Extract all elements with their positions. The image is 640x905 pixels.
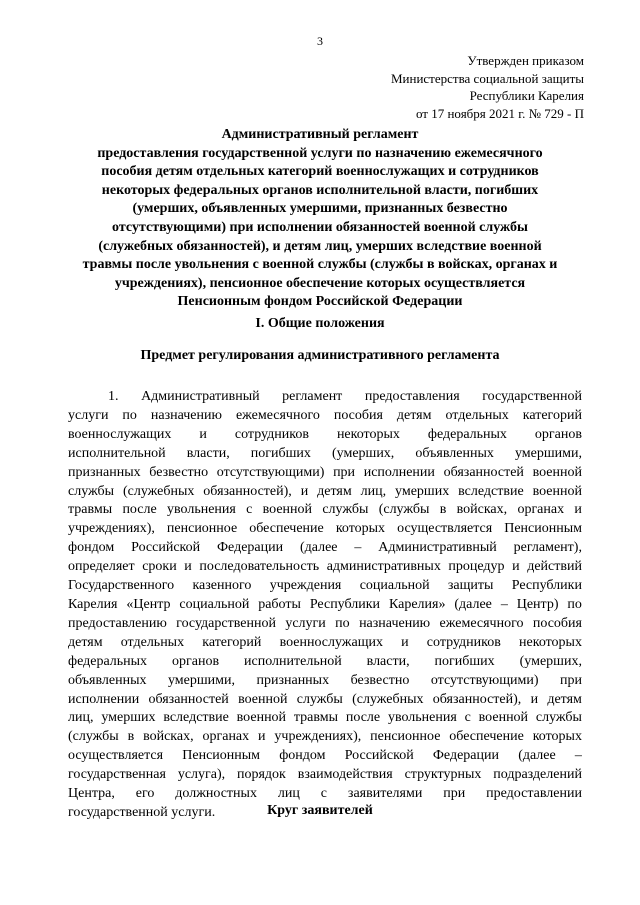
word: детям: [317, 483, 352, 499]
word: погибших: [434, 653, 495, 669]
word: государственной: [482, 389, 582, 404]
paragraph-line: [68, 520, 582, 539]
title-line: Административный регламент: [221, 127, 419, 142]
word: в: [127, 729, 135, 745]
word: Карелия: [68, 596, 118, 612]
page-number: 3: [317, 34, 323, 48]
word: службы: [296, 691, 343, 707]
word: предоставления: [364, 389, 460, 404]
word: определяет: [68, 559, 135, 575]
word: войсках,: [456, 502, 508, 518]
word: умерших: [101, 710, 156, 726]
word: после: [122, 502, 157, 518]
word: исполнительной: [244, 653, 342, 669]
word: (далее: [454, 596, 492, 612]
word: военнослужащих: [279, 634, 383, 650]
word: детям: [547, 691, 582, 707]
word: категорий: [202, 634, 262, 650]
word: детям: [396, 407, 432, 423]
word: объявленных: [68, 672, 147, 688]
word: заявителями: [347, 786, 423, 802]
paragraph-line: [68, 407, 582, 426]
word: лиц: [277, 786, 300, 802]
word: органов: [172, 653, 220, 669]
word: Государственного: [68, 578, 175, 594]
word: и: [300, 483, 309, 499]
word: которых: [532, 729, 582, 745]
word: отдельных: [120, 634, 185, 650]
word: отсутствующими): [430, 672, 539, 688]
word: сроки: [142, 559, 177, 575]
word: войсках,: [143, 729, 194, 745]
word: Федерации: [217, 540, 284, 556]
title-line: (умерших, объявленных умершими, признанных безвестно: [132, 201, 508, 217]
paragraph-line: [68, 539, 582, 558]
word: лиц,: [68, 710, 94, 726]
word: признанных: [68, 464, 141, 480]
word: Российской: [131, 540, 201, 556]
word: и: [574, 502, 582, 518]
word: органов: [534, 426, 582, 442]
word: подразделений: [493, 767, 582, 783]
word: по: [122, 407, 137, 423]
paragraph-line: [68, 445, 582, 464]
word: военной: [238, 691, 288, 707]
word: регламент: [282, 389, 343, 404]
word: Пенсионным: [182, 748, 261, 764]
word: предоставлении: [486, 786, 582, 802]
word: (далее: [299, 540, 338, 556]
word: травмы: [68, 502, 113, 518]
paragraph-line: [68, 766, 582, 785]
word: военнослужащих: [68, 426, 172, 442]
paragraph-line: [68, 577, 582, 596]
word: военной: [532, 483, 582, 499]
word: исполнении: [68, 691, 140, 707]
title-line: предоставления государственной услуги по назначению ежемесячного: [97, 145, 543, 161]
word: структурных: [404, 767, 482, 783]
word: умершими,: [514, 445, 582, 461]
approval-stamp: [354, 52, 584, 122]
word: Пенсионным: [504, 521, 582, 537]
word: защиты: [447, 578, 494, 594]
paragraph-line: [68, 691, 582, 710]
title-line: Пенсионным фондом Российской Федерации: [177, 294, 463, 310]
paragraph-line: [68, 501, 582, 520]
word: категорий: [522, 407, 582, 423]
word: обязанностей: [443, 464, 524, 480]
word: умершими,: [167, 672, 235, 688]
word: осуществляется: [68, 748, 164, 764]
paragraph-1: [68, 388, 582, 823]
word: военной: [236, 710, 287, 726]
word: детям: [68, 634, 103, 650]
word: исполнительной: [68, 445, 166, 461]
word: пенсионное: [166, 521, 238, 537]
word: с: [464, 710, 471, 726]
paragraph-line: [68, 596, 582, 615]
approval-line: Утвержден приказом: [467, 53, 584, 68]
word: порядок: [237, 767, 286, 783]
word: некоторых: [336, 426, 400, 442]
word: услуги: [285, 615, 326, 631]
word: назначению: [150, 407, 222, 423]
word: по: [335, 615, 350, 631]
word: при: [443, 786, 466, 802]
word: Административный: [141, 389, 260, 404]
word: вследствие: [458, 483, 524, 499]
paragraph-line: [68, 747, 582, 766]
word: власти,: [366, 653, 410, 669]
word: и: [401, 634, 409, 650]
word: (службы: [68, 729, 119, 745]
word: (далее: [518, 748, 556, 764]
word: военной: [262, 502, 313, 518]
word: исполнении: [363, 464, 435, 480]
word: которых: [335, 521, 386, 537]
word: после: [345, 710, 381, 726]
paragraph-line: [68, 615, 582, 634]
word: обеспечение: [449, 729, 524, 745]
word: (службы: [378, 502, 430, 518]
word: работы: [258, 596, 301, 612]
word: отсутствующими): [216, 464, 325, 480]
word: службы: [322, 502, 369, 518]
word: социальной: [179, 596, 250, 612]
word: (служебных: [352, 691, 424, 707]
word: с: [246, 502, 253, 518]
word: обязанностей),: [203, 483, 292, 499]
word: должностных: [175, 786, 257, 802]
word: с: [320, 786, 327, 802]
word: –: [354, 540, 362, 556]
word: пособия: [333, 407, 383, 423]
word: ежемесячного: [439, 615, 524, 631]
word: осуществляется: [397, 521, 493, 537]
word: увольнения: [387, 710, 457, 726]
word: сотрудников: [426, 634, 501, 650]
word: Центра,: [68, 786, 115, 802]
word: федеральных: [68, 653, 148, 669]
paragraph-line: [68, 709, 582, 728]
word: услуги: [68, 407, 109, 423]
document-title: [60, 126, 580, 312]
word: обязанностей),: [432, 691, 522, 707]
applicants-heading: Круг заявителей: [267, 803, 373, 818]
word: учреждения: [269, 578, 342, 594]
title-line: учреждениях), пенсионное обеспечение которых осуществляется: [114, 275, 526, 291]
word: Российской: [344, 748, 414, 764]
word: обязанностей: [148, 691, 229, 707]
paragraph-line: [68, 464, 582, 483]
title-line: некоторых федеральных органов исполнительной власти, погибших: [101, 182, 539, 198]
word: (служебных: [122, 483, 195, 499]
approval-line: от 17 ноября 2021 г. № 729 - П: [415, 105, 584, 121]
word: и: [512, 559, 520, 575]
word: отдельных: [445, 407, 509, 423]
word: безвестно: [350, 672, 410, 688]
title-line: отсутствующими) при исполнении обязанностей военной службы: [112, 219, 528, 235]
word: и: [184, 559, 192, 575]
word: регламент),: [513, 540, 582, 556]
paragraph-line: [68, 728, 582, 747]
word: казенного: [192, 578, 252, 594]
word: обеспечение: [249, 521, 324, 537]
word: безвестно: [149, 464, 209, 480]
word: назначению: [359, 615, 431, 631]
word: фондом: [68, 540, 115, 556]
word: объявленных: [415, 445, 494, 461]
paragraph-line: [68, 653, 582, 672]
title-line: пособия детям отдельных категорий военнослужащих и сотрудников: [101, 164, 539, 180]
word: учреждениях),: [68, 521, 155, 537]
word: военной: [532, 464, 582, 480]
subsection-title: Предмет регулирования административного регламента: [140, 348, 500, 363]
word: «Центр: [126, 596, 171, 612]
paragraph-line: [68, 426, 582, 445]
word: и: [258, 729, 266, 745]
word: 1.: [108, 389, 119, 404]
section-title: I. Общие положения: [255, 316, 385, 331]
word: органах: [517, 502, 565, 518]
word: последовательность: [199, 559, 320, 575]
paragraph-line: [68, 634, 582, 653]
word: службы: [535, 710, 582, 726]
word: признанных: [256, 672, 330, 688]
word: действий: [527, 559, 582, 575]
word: Карелия»: [388, 596, 446, 612]
title-line: травмы после увольнения с военной службы (службы в войсках, органах и: [82, 257, 558, 273]
word: власти,: [186, 445, 230, 461]
word: при: [333, 464, 356, 480]
word: сотрудников: [234, 426, 309, 442]
word: и: [530, 691, 539, 707]
word: увольнения: [167, 502, 236, 518]
paragraph-line: [68, 558, 582, 577]
paragraph-line: [68, 388, 582, 407]
word: фондом: [279, 748, 326, 764]
word: Центр): [516, 596, 559, 612]
word: (умерших,: [519, 653, 582, 669]
word: федеральных: [427, 426, 507, 442]
approval-line: Министерства социальной защиты: [390, 70, 584, 86]
word: государственная: [68, 767, 166, 783]
title-line: (служебных обязанностей), и детям лиц, умерших вследствие военной: [98, 238, 542, 254]
word: –: [574, 748, 582, 764]
word: процедур: [448, 559, 505, 575]
word: лиц,: [360, 483, 387, 499]
word: взаимодействия: [297, 767, 393, 783]
word: органах: [202, 729, 250, 745]
word: некоторых: [519, 634, 582, 650]
paragraph-line: [68, 672, 582, 691]
word: погибших: [250, 445, 311, 461]
word: Республики: [511, 578, 582, 594]
word: –: [500, 596, 508, 612]
word: пенсионное: [370, 729, 441, 745]
word: учреждениях),: [274, 729, 362, 745]
word: государственной услуги.: [68, 804, 216, 820]
word: предоставлению: [68, 615, 167, 631]
paragraph-line: [68, 483, 582, 502]
word: и: [199, 426, 207, 442]
word: услуга),: [177, 767, 226, 783]
word: социальной: [359, 578, 430, 594]
word: по: [567, 596, 582, 612]
word: военной: [478, 710, 529, 726]
word: Федерации: [432, 748, 499, 764]
word: при: [559, 672, 582, 688]
word: травмы: [293, 710, 339, 726]
approval-line: Республики Карелия: [469, 88, 584, 103]
word: службы: [68, 483, 115, 499]
word: вследствие: [163, 710, 229, 726]
word: умерших: [395, 483, 450, 499]
word: административных: [326, 559, 441, 575]
word: ежемесячного: [235, 407, 320, 423]
word: (умерших,: [331, 445, 395, 461]
word: пособия: [532, 615, 582, 631]
word: его: [135, 786, 155, 802]
word: государственной: [176, 615, 276, 631]
word: Республики: [309, 596, 381, 612]
word: в: [439, 502, 447, 518]
word: Административный: [378, 540, 497, 556]
